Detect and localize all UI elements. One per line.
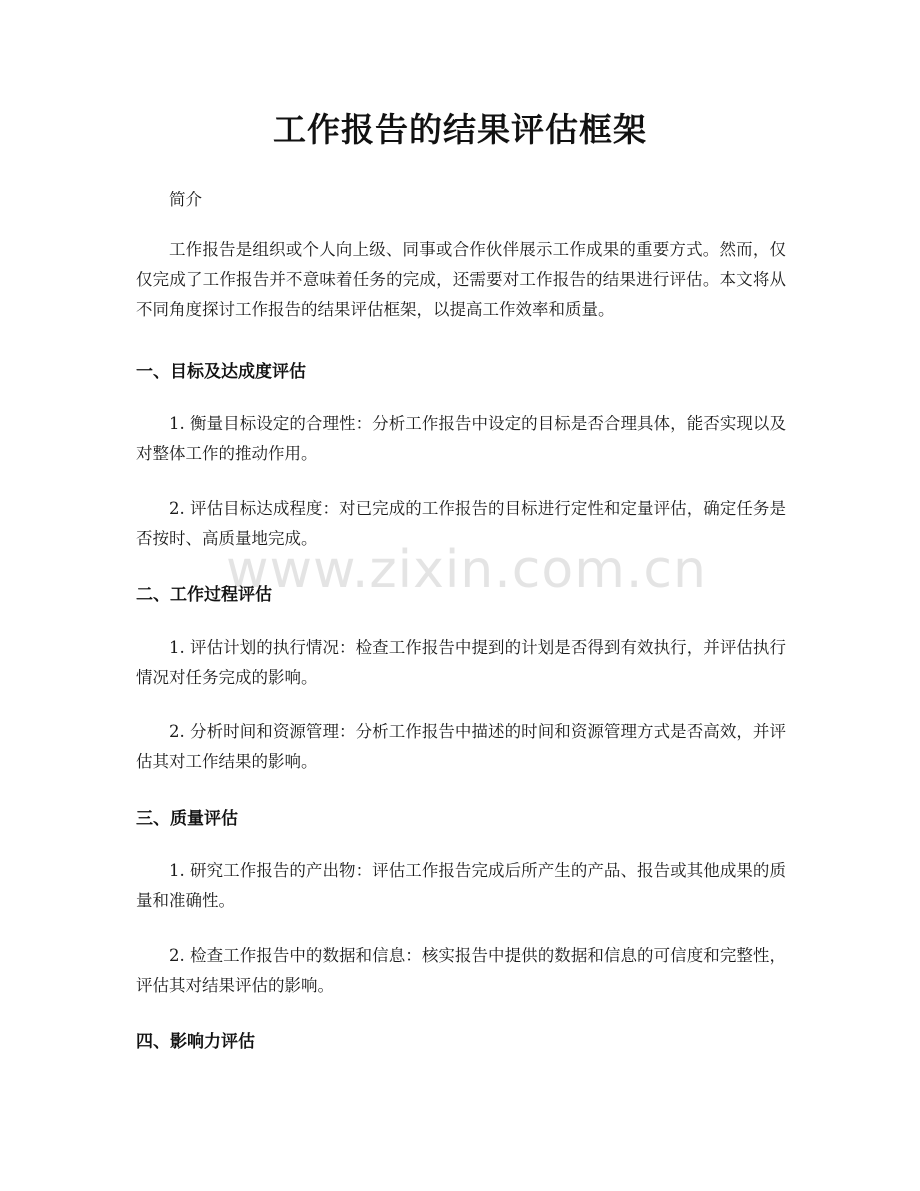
- document-title: 工作报告的结果评估框架: [273, 110, 647, 149]
- section-heading-2: 二、工作过程评估: [136, 585, 272, 605]
- section-1-item-2: 2. 评估目标达成程度：对已完成的工作报告的目标进行定性和定量评估，确定任务是否按时、高质量地完成。: [136, 499, 786, 548]
- section-3-item-1: 1. 研究工作报告的产出物：评估工作报告完成后所产生的产品、报告或其他成果的质量和准确性。: [136, 861, 786, 910]
- section-3-item-2: 2. 检查工作报告中的数据和信息：核实报告中提供的数据和信息的可信度和完整性，评估其对结果评估的影响。: [136, 946, 786, 995]
- section-2-item-1: 1. 评估计划的执行情况：检查工作报告中提到的计划是否得到有效执行，并评估执行情况对任务完成的影响。: [136, 638, 786, 687]
- section-heading-4: 四、影响力评估: [136, 1032, 255, 1052]
- section-heading-1: 一、目标及达成度评估: [136, 362, 306, 382]
- section-1-item-1: 1. 衡量目标设定的合理性：分析工作报告中设定的目标是否合理具体，能否实现以及对整体工作的推动作用。: [136, 414, 786, 463]
- intro-label: 简介: [169, 190, 202, 209]
- section-heading-3: 三、质量评估: [136, 809, 238, 829]
- watermark-text: www.zixin.com.cn: [226, 540, 707, 600]
- intro-paragraph: 工作报告是组织或个人向上级、同事或合作伙伴展示工作成果的重要方式。然而，仅仅完成了工作报告并不意味着任务的完成，还需要对工作报告的结果进行评估。本文将从不同角度探讨工作报告的结果评估框架，以提高工作效率和质量。: [136, 240, 786, 319]
- section-2-item-2: 2. 分析时间和资源管理：分析工作报告中描述的时间和资源管理方式是否高效，并评估其对工作结果的影响。: [136, 722, 786, 771]
